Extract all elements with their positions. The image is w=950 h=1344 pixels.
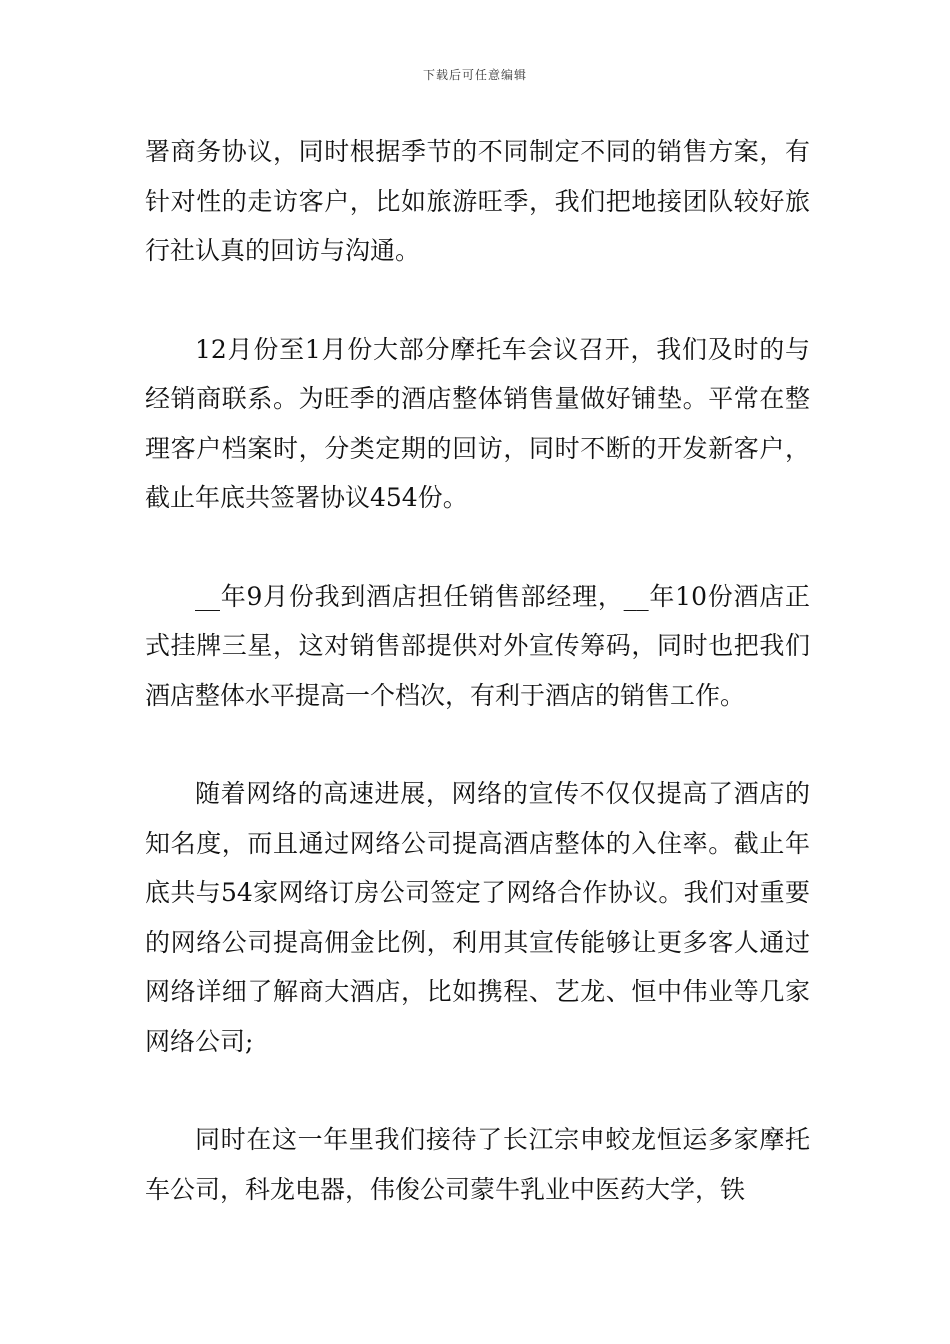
paragraph-2: 12月份至1月份大部分摩托车会议召开，我们及时的与经销商联系。为旺季的酒店整体销售量做好铺垫。平常在整理客户档案时，分类定期的回访，同时不断的开发新客户，截止年底共签署协议454份。 — [145, 334, 810, 512]
document-body — [145, 127, 810, 1263]
paragraph-1: 署商务协议，同时根据季节的不同制定不同的销售方案，有针对性的走访客户，比如旅游旺季，我们把地接团队较好旅行社认真的回访与沟通。 — [145, 137, 810, 265]
page-header: 下载后可任意编辑 — [422, 68, 527, 82]
paragraph-3: __年9月份我到酒店担任销售部经理，__年10份酒店正式挂牌三星，这对销售部提供对外宣传筹码，同时也把我们酒店整体水平提高一个档次，有利于酒店的销售工作。 — [145, 581, 810, 710]
paragraph-4: 随着网络的高速进展，网络的宣传不仅仅提高了酒店的知名度，而且通过网络公司提高酒店整体的入住率。截止年底共与54家网络订房公司签定了网络合作协议。我们对重要的网络公司提高佣金比例，利用其宣传能够让更多客人通过网络详细了解商大酒店，比如携程、艺龙、恒中伟业等几家网络公司; — [145, 779, 810, 1056]
paragraph-5: 同时在这一年里我们接待了长江宗申蛟龙恒运多家摩托车公司，科龙电器，伟俊公司蒙牛乳业中医药大学，铁 — [145, 1125, 810, 1204]
